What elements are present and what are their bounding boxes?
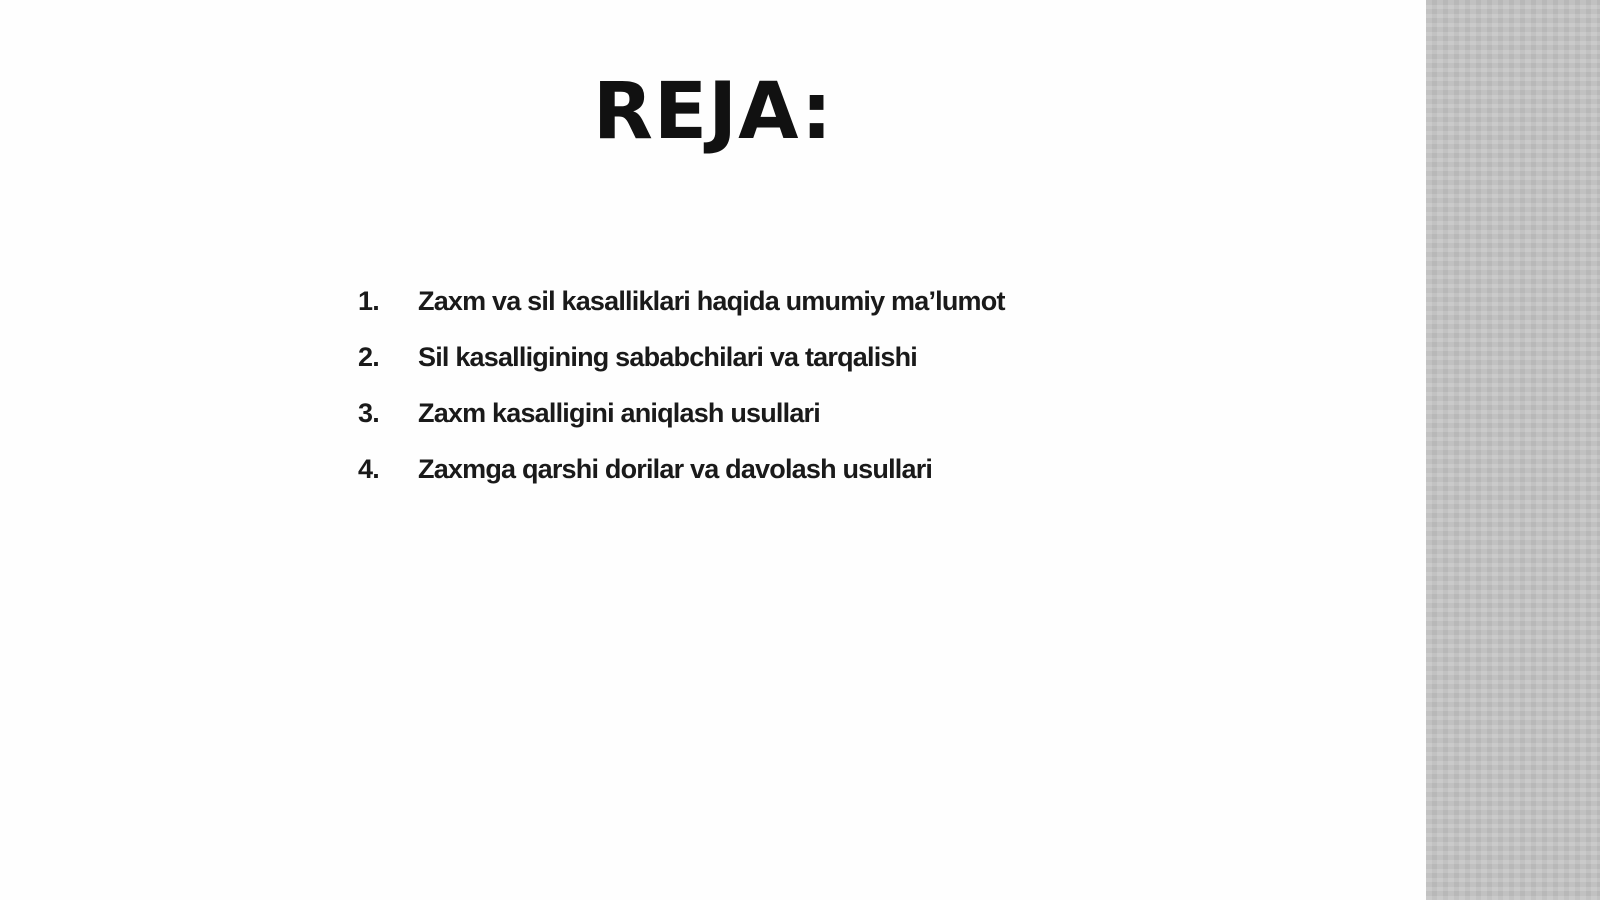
plan-list: [358, 286, 1005, 510]
list-item-text: Zaxm va sil kasalliklari haqida umumiy ma’lumot: [418, 286, 1005, 316]
list-item: [358, 286, 1005, 342]
list-item-number: 1.: [358, 286, 379, 316]
list-item-number: 2.: [358, 342, 379, 372]
list-item-text: Zaxm kasalligini aniqlash usullari: [418, 398, 820, 428]
list-item-number: 3.: [358, 398, 379, 428]
list-item-text: Zaxmga qarshi dorilar va davolash usullari: [418, 454, 933, 484]
list-item: [358, 454, 1005, 510]
list-item-text: Sil kasalligining sababchilari va tarqalishi: [418, 342, 917, 372]
list-item: [358, 398, 1005, 454]
list-item: [358, 342, 1005, 398]
decorative-side-panel: [1426, 0, 1600, 900]
slide-title: REJA:: [592, 67, 834, 157]
list-item-number: 4.: [358, 454, 379, 484]
